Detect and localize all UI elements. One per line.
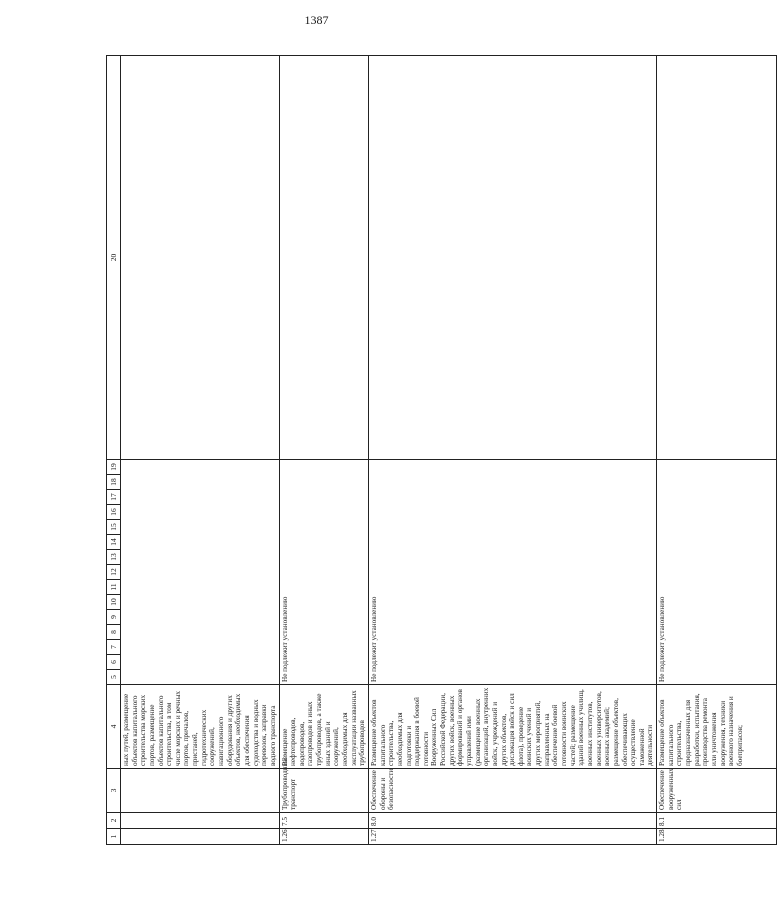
row-number-cell: 1.26 <box>279 829 368 845</box>
header-cell: 17 <box>107 490 121 505</box>
header-row <box>107 56 121 845</box>
land-use-regulation-table <box>106 55 777 845</box>
code-cell <box>121 813 280 829</box>
header-cell: 4 <box>107 685 121 769</box>
description-cell: Размещение объектов капитального строительства, необходимых для подготовки и поддержания в боевой готовности Вооруженных Сил Российской Федерации, других войск, военных формирований и органов управлений ими (размещение военных организаций, внутренних войск, учреждений и других объектов, дислокация войск и сил флота), проведение воинских учений и других мероприятий, направленных на обеспечение боевой готовности воинских частей; размещение зданий военных училищ, военных институтов, военных университетов, военных академий; размещение объектов, обеспечивающих осуществление таможенной деятельности <box>368 685 656 769</box>
rotated-table-container <box>106 56 744 845</box>
table-row <box>121 56 280 845</box>
header-cell: 13 <box>107 550 121 565</box>
header-cell: 9 <box>107 610 121 625</box>
header-cell: 19 <box>107 460 121 475</box>
description-cell: Размещение объектов капитального строительства, предназначенных для разработки, испытания, производства ремонта или уничтожения вооружения, техники военного назначения и боеприпасов; <box>657 685 777 769</box>
header-cell: 20 <box>107 56 121 460</box>
use-name-cell: Обеспечение обороны и безопасности <box>368 769 656 813</box>
table-row <box>657 56 777 845</box>
code-cell: 8.1 <box>657 813 777 829</box>
header-cell: 14 <box>107 535 121 550</box>
header-cell: 5 <box>107 670 121 685</box>
header-cell: 16 <box>107 505 121 520</box>
parameters-cell: Не подлежит установлению <box>279 460 368 685</box>
header-cell: 12 <box>107 565 121 580</box>
code-cell: 7.5 <box>279 813 368 829</box>
description-cell: ных путей, размещение объектов капитального строительства морских портов, размещение объектов капитального строительства, в том числе морских и речных портов, причалов, пристаней, гидротехнических сооружений, навигационного оборудования и других объектов, необходимых для обеспечения судоходства и водных перевозок, заправки водного транспорта <box>121 685 280 769</box>
header-cell: 3 <box>107 769 121 813</box>
header-cell: 10 <box>107 595 121 610</box>
use-name-cell: Обеспечение вооруженных сил <box>657 769 777 813</box>
table-row <box>368 56 656 845</box>
header-cell: 7 <box>107 640 121 655</box>
notes-cell <box>121 56 280 460</box>
header-cell: 15 <box>107 520 121 535</box>
header-cell: 6 <box>107 655 121 670</box>
description-cell: Размещение нефтепроводов, водопроводов, газопроводов и иных трубопроводов, а также иных зданий и сооружений, необходимых для эксплуатации названных трубопроводов <box>279 685 368 769</box>
parameters-cell <box>121 460 280 685</box>
notes-cell <box>279 56 368 460</box>
table-row <box>279 56 368 845</box>
row-number-cell <box>121 829 280 845</box>
parameters-cell: Не подлежит установлению <box>657 460 777 685</box>
header-cell: 11 <box>107 580 121 595</box>
notes-cell <box>657 56 777 460</box>
parameters-cell: Не подлежит установлению <box>368 460 656 685</box>
use-name-cell <box>121 769 280 813</box>
page-number: 1387 <box>304 13 329 27</box>
notes-cell <box>368 56 656 460</box>
use-name-cell: Трубопроводный транспорт <box>279 769 368 813</box>
row-number-cell: 1.27 <box>368 829 656 845</box>
header-cell: 1 <box>107 829 121 845</box>
code-cell: 8.0 <box>368 813 656 829</box>
header-cell: 2 <box>107 813 121 829</box>
header-cell: 18 <box>107 475 121 490</box>
row-number-cell: 1.28 <box>657 829 777 845</box>
header-cell: 8 <box>107 625 121 640</box>
